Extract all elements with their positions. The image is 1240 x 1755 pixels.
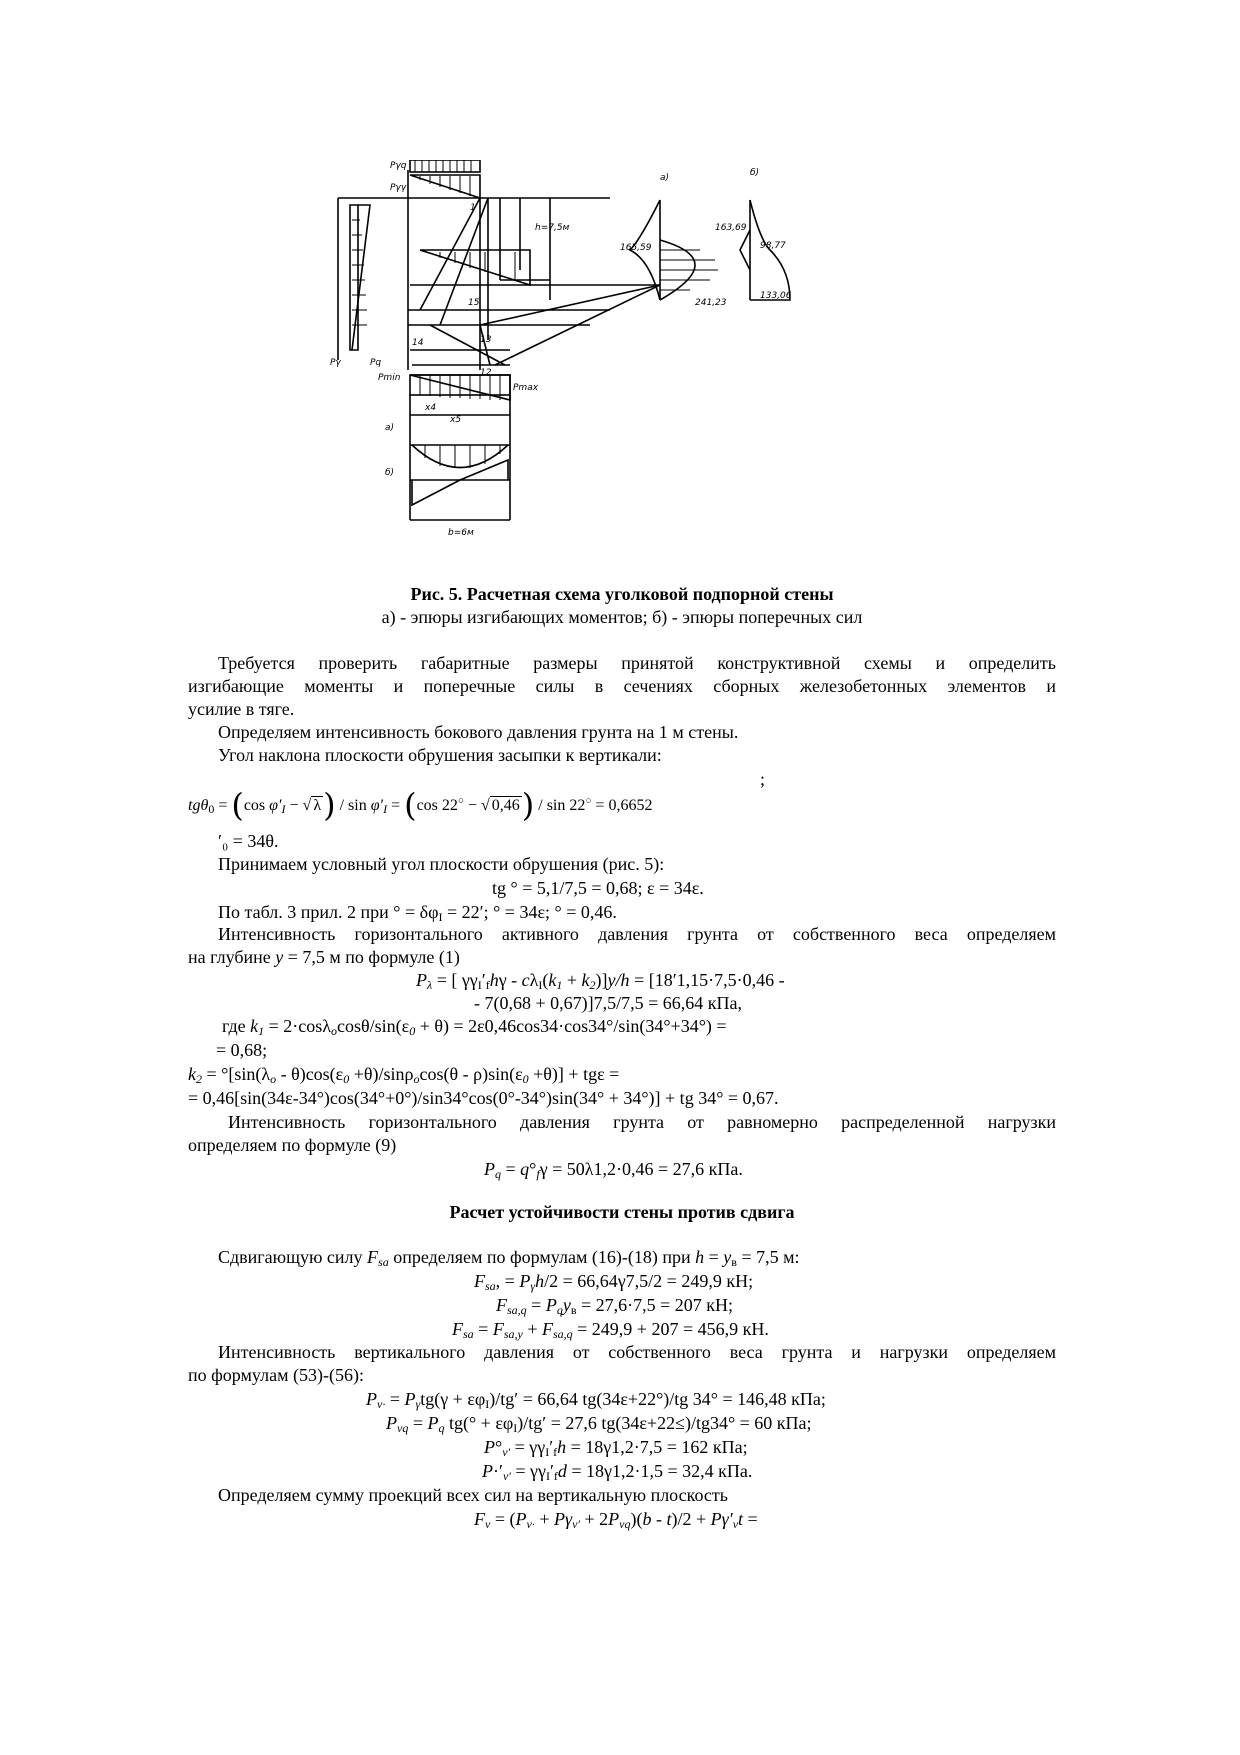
label-a-lower: а) [385,423,395,433]
label-12: 12 [480,368,492,378]
eq-div-sin-1: / sin [339,797,367,814]
eq-theta: θ [200,797,209,814]
k2-formula-line-2: = 0,46[sin(34ε-34°)cos(34°+0°)/sin34°cos(0°-34°)sin(34° + 34°)] + tg 34° = 0,67. [188,1088,779,1108]
pq-formula: $P_q = q^\circ_f\gamma = 50\lambda 1,2\cdot 0,46 = 27,6$ кПа. [484,1159,743,1181]
eq-sqrt-value: 0,46 [491,797,520,814]
label-x5: x5 [450,415,462,425]
pv-double-prime-formula: $P\cdot'_{v'} = \gamma\gamma_I'_fd = 18\gamma 1,2\cdot 1,5 = 32,4$ кПа. [482,1461,753,1483]
f-sa-y-formula: $F_{sa}$, = $P_\gamma h/2 = 66,64\gamma 7,5/2 = 249,9$ кН; [474,1271,754,1293]
label-p-yq: Pγq [390,161,407,171]
eq-lambda: λ [313,797,322,814]
label-p-min: Pmin [378,373,401,383]
theta-equation: tgθ$_0$ = (cos $\varphi'_I$ − √ $\lambda) / \sin \varphi'_I = (\cos$ 22○ − √ 0,46) / sin 22○ = 0,6652 [188,786,653,824]
label-b-upper: б) [750,168,760,178]
paragraph-6-line-2: определяем по формуле (9) [188,1135,397,1155]
paragraph-8-line-1: Интенсивность вертикального давления от собственного веса грунта и нагрузки определяем [218,1342,1056,1362]
eq-phi-2: φ′ [370,797,384,814]
label-p-q: Pq [370,358,382,368]
table-ref-line: По табл. 3 прил. 2 при ° = $\delta\varphi_I = 22'$; ° = 34ε; ° = 0,46. [218,902,617,924]
label-163-69: 163,69 [715,223,747,233]
label-x4: x4 [425,403,437,413]
fv-formula: $F_v = (P_{v\cdot} + P\gamma_{v'} + 2P_{vq})(b - t)/2 + P\gamma'_vt$ = [474,1509,758,1531]
paragraph-9: Определяем сумму проекций всех сил на вертикальную плоскость [218,1485,728,1505]
eq-phi-1: φ′ [269,797,282,814]
paragraph-8-line-2: по формулам (53)-(56): [188,1365,364,1385]
label-b-lower: б) [385,468,395,478]
eq-cos-22: cos 22 [416,797,458,814]
label-p-y: Pγ [330,358,341,368]
p-lambda-formula: $P_\lambda$ = [ $\gamma\gamma_I'_fh\gamma - c\lambda_I(k_1 + k_2)]y/h = [18'1,15\cdot 7,5\cdot 0,46$ - [416,970,785,992]
f-sa-formula: $F_{sa} = F_{sa,y} + F_{sa,q} = 249,9 + 207 = 456,9$ кН. [452,1319,769,1341]
label-b-width: b=6м [448,528,474,538]
theta-value-line: ′₀ = 34θ. [218,831,279,851]
eq-degree-1: ○ [457,795,464,807]
retaining-wall-diagram [330,160,890,580]
section-heading: Расчет устойчивости стены против сдвига [449,1202,795,1222]
eq-sub-i-1: I [281,802,286,816]
pv-prime-formula: $P^\circ_{v'} = \gamma\gamma_I'_fh = 18\gamma 1,2\cdot 7,5 = 162$ кПа; [484,1437,748,1459]
paragraph-4: Принимаем условный угол плоскости обрушения (рис. 5): [218,854,665,874]
eq-equals-2: = [391,797,401,814]
eq-minus-2: − [467,797,477,814]
eq-zero: 0 [208,802,215,816]
label-133-06: 133,06 [760,291,792,301]
label-15: 15 [468,298,480,308]
tg-line: tg ° = 5,1/7,5 = 0,68; ε = 34ε. [492,878,704,898]
eq-minus-1: − [289,797,299,814]
paragraph-3: Угол наклона плоскости обрушения засыпки к вертикали: [218,745,662,765]
paragraph-1-line-2: изгибающие моменты и поперечные силы в сечениях сборных железобетонных элементов и [188,676,1056,696]
figure-caption-title: Рис. 5. Расчетная схема уголковой подпорной стены [410,584,834,604]
label-a-upper: а) [660,173,670,183]
eq-div-sin-2: / sin 22 [538,797,586,814]
paragraph-1-line-3: усилие в тяге. [188,699,295,719]
label-14: 14 [412,338,424,348]
figure-caption-subtitle: а) - эпюры изгибающих моментов; б) - эпюры поперечных сил [381,607,863,627]
label-p-max: Pmax [513,383,539,393]
label-13: 13 [480,335,492,345]
k1-formula-line-2: = 0,68; [216,1040,268,1060]
paragraph-7: Сдвигающую силу $F_{sa}$ определяем по формулам (16)-(18) при $h = y_в = 7,5$ м: [218,1247,800,1269]
paragraph-5-line-2: на глубине y = 7,5 м по формуле (1) [188,947,460,967]
eq-equals-1: = [218,797,228,814]
eq-result: = 0,6652 [595,797,653,814]
label-1: 1 [470,203,476,213]
label-h-7-5: h=7,5м [535,223,570,233]
paragraph-2: Определяем интенсивность бокового давления грунта на 1 м стены. [218,722,739,742]
eq-degree-2: ○ [585,795,592,807]
semicolon: ; [760,769,766,789]
eq-cos-1: cos [243,797,266,814]
p-lambda-formula-line-2: - 7(0,68 + 0,67)]7,5/7,5 = 66,64 кПа, [474,993,743,1013]
label-165-59: 165,59 [620,243,652,253]
paragraph-6-line-1: Интенсивность горизонтального давления грунта от равномерно распределенной нагрузки [228,1112,1056,1132]
paragraph-1-line-1: Требуется проверить габаритные размеры принятой конструктивной схемы и определить [218,653,1056,673]
label-98-77: 98,77 [760,241,786,251]
k1-formula: где $k_1 = 2\cdot\cos\lambda_o\cos\theta/\sin(\varepsilon_0 + \theta) = 2\varepsilon 0,46\cos 34\cdot\cos 34^\circ/\sin(34^\circ+34^\circ)$ = [222,1016,727,1038]
f-sa-q-formula: $F_{sa,q} = P_qy_в = 27,6\cdot 7,5 = 207$ кН; [496,1295,734,1317]
eq-sub-i-2: I [383,802,388,816]
label-p-yy: Pγγ [390,183,407,193]
pv-formula: $P_{v\cdot} = P_\gamma tg(\gamma + \varepsilon\varphi_I)/tg' = 66,64$ tg(34ε+22°)/tg 34° = 146,48 кПа; [366,1389,826,1411]
paragraph-5-line-1: Интенсивность горизонтального активного давления грунта от собственного веса определяем [218,924,1056,944]
label-241-23: 241,23 [695,298,727,308]
eq-tg: tg [188,797,201,814]
k2-formula: $k_2 = ^\circ[\sin(\lambda_o - \theta)\cos(\varepsilon_0 +\theta)/\sin\rho_o\cos(\theta - \rho)\sin(\varepsilon_0 +\theta)] + tg\varepsilon$ = [188,1064,620,1086]
pvq-formula: $P_{vq} = P_q$ $tg(^\circ + \varepsilon\varphi_I)/tg' = 27,6$ tg(34ε+22≤)/tg34° = 60 кПа; [386,1413,812,1435]
